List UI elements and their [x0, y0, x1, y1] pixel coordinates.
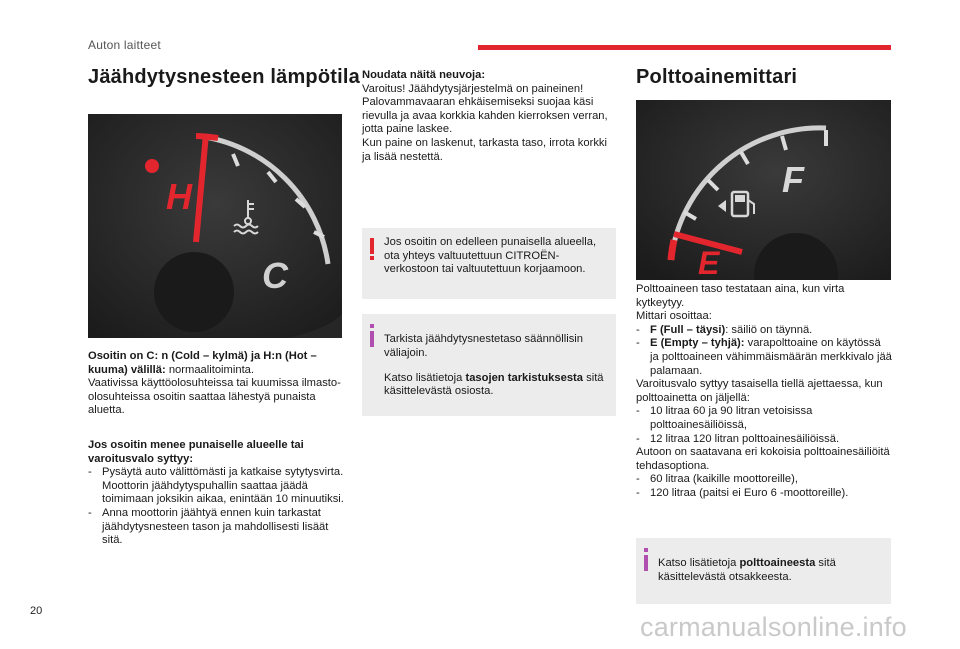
info-box-coolant: [362, 314, 616, 416]
warning-box-text: Jos osoitin on edelleen punaisella alueella, ota yhteys valtuutettuun CITROËN-verkostoon tai valtuutettuun korjaamoon.: [384, 236, 597, 276]
coolant-normal-text: [88, 350, 344, 418]
list-item: - 120 litraa (paitsi ei Euro 6 -moottoreille).: [636, 486, 849, 499]
coolant-normal-rest: normaalitoiminta.: [165, 363, 255, 376]
gauge-empty-label: E: [698, 245, 720, 280]
coolant-red-zone-bold: Jos osoitin menee punaiselle alueelle tai varoitusvalo syttyy:: [88, 439, 304, 465]
info-box-coolant-text: Tarkista jäähdytysnestetaso säännöllisin väliajoin. Katso lisätietoja tasojen tarkistuksesta sitä käsittelevästä osiosta.: [384, 333, 604, 398]
advice-title: Noudata näitä neuvoja:: [362, 69, 486, 81]
list-item: - 10 litraa 60 ja 90 litran vetoisissa polttoainesäiliöissä,: [636, 405, 813, 431]
info-icon: [370, 324, 374, 328]
advice-text: [362, 69, 616, 164]
fuel-intro: Polttoaineen taso testataan aina, kun virta kytkeytyy.: [636, 283, 845, 309]
list-item: - 12 litraa 120 litran polttoainesäiliöissä.: [636, 432, 840, 445]
info-box-fuel-text: Katso lisätietoja polttoaineesta sitä käsittelevästä otsakkeesta.: [658, 557, 836, 583]
advice-line: Kun paine on laskenut, tarkasta taso, irrota korkki ja lisää nestettä.: [362, 136, 608, 163]
fuel-warn-intro: Varoitusvalo syttyy tasaisella tiellä ajettaessa, kun polttoainetta on jäljellä:: [636, 378, 883, 404]
coolant-gauge-image: [88, 114, 342, 338]
fuel-gauge-image: [636, 100, 891, 280]
coolant-title: Jäähdytysnesteen lämpötila: [88, 66, 360, 88]
coolant-normal-line2: Vaativissa käyttöolosuhteissa tai kuumissa ilmasto-olosuhteissa osoitin saattaa lähestyä punaista aluetta.: [88, 377, 341, 417]
coolant-normal-bold: Osoitin on C: n (Cold – kylmä) ja H:n (Hot – kuuma) välillä:: [88, 350, 317, 376]
list-item: - Anna moottorin jäähtyä ennen kuin tarkastat jäähdytysnesteen tason ja mahdollisesti lisäät sitä.: [88, 506, 329, 547]
advice-line: Varoitus! Jäähdytysjärjestelmä on paineinen! Palovammavaaran ehkäisemiseksi suojaa käsi rievulla ja avaa korkkia kahden kierroksen verran, jotta paine laskee.: [362, 82, 608, 136]
warning-box: [362, 228, 616, 299]
watermark: carmanualsonline.info: [640, 612, 907, 642]
list-item: - F (Full – täysi): säiliö on täynnä.: [636, 323, 813, 336]
gauge-full-label: F: [782, 159, 804, 200]
gauge-cold-label: C: [262, 255, 288, 296]
header-accent-bar: [478, 45, 891, 50]
list-item: - Pysäytä auto välittömästi ja katkaise sytytysvirta. Moottorin jäähdytyspuhallin saattaa jäädä toimimaan joksikin aikaa, enintään 10 minuutiksi.: [88, 466, 344, 506]
list-item: - 60 litraa (kaikille moottoreille),: [636, 473, 798, 486]
warning-dot-icon: [145, 159, 159, 173]
fuel-title: Polttoainemittari: [636, 66, 798, 88]
coolant-red-zone-text: [88, 439, 344, 548]
gauge-hot-label: H: [166, 176, 192, 217]
info-box-fuel: [636, 538, 891, 604]
page-number: 20: [30, 605, 43, 617]
fuel-tank-intro: Autoon on saatavana eri kokoisia polttoainesäiliöitä tehdasoptiona.: [636, 446, 890, 472]
warning-exclamation-icon: [370, 238, 374, 254]
info-icon: [644, 548, 648, 552]
section-label: Auton laitteet: [88, 38, 161, 52]
fuel-mittari: Mittari osoittaa:: [636, 310, 712, 323]
fuel-text: [636, 283, 892, 501]
list-item: - E (Empty – tyhjä): varapolttoaine on käytössä ja polttoaineen vähimmäismäärän merkkivalo jää palamaan.: [636, 337, 892, 377]
